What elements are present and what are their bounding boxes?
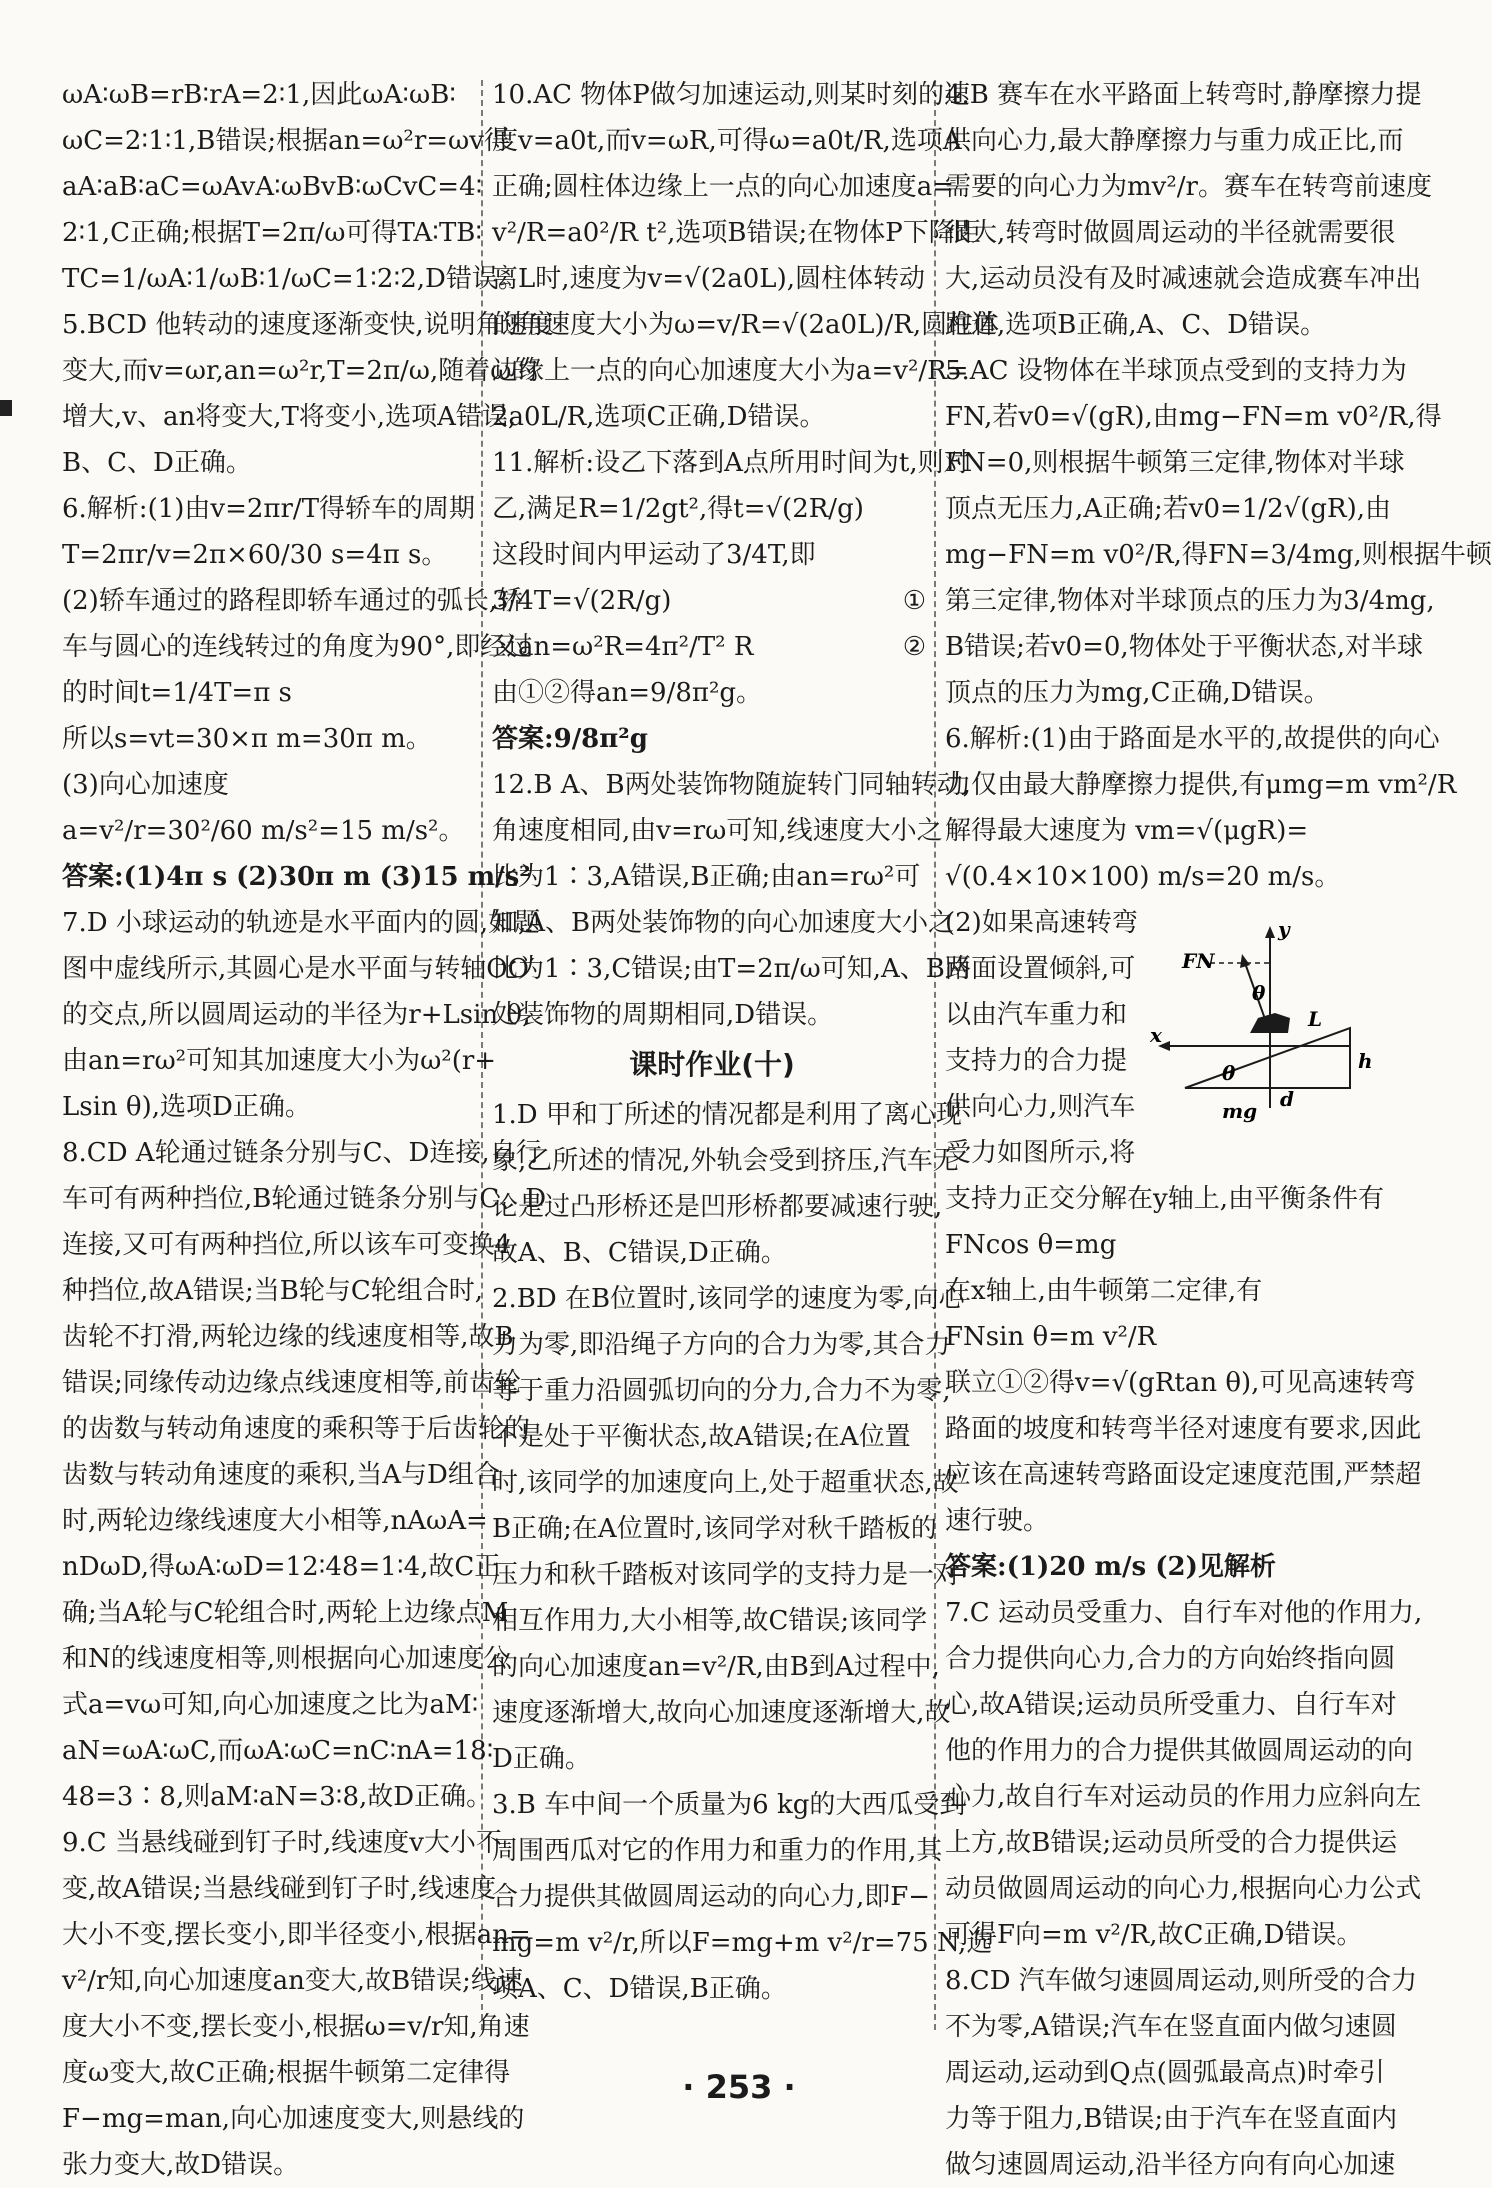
text-line: 路面设置倾斜,可 [945,954,1136,984]
label-fn: FN [1182,949,1215,973]
section-heading: 课时作业(十) [629,1048,795,1081]
incline-triangle [1185,1028,1350,1088]
text-line: 正确;圆柱体边缘上一点的向心加速度a= [492,172,955,202]
text-line: 度v=a0t,而v=ωR,可得ω=a0t/R,选项A [492,126,962,156]
text-line: 应该在高速转弯路面设定速度范围,严禁超 [945,1460,1422,1490]
label-L: L [1308,1007,1323,1031]
text-line: 相互作用力,大小相等,故C错误;该同学 [492,1606,928,1636]
text-line: 10.AC 物体P做匀加速运动,则某时刻的速 [492,80,971,110]
text-line: 度大小不变,摆长变小,根据ω=v/r知,角速 [62,2012,530,2042]
text-line: 在x轴上,由牛顿第二定律,有 [945,1276,1263,1306]
page-number: · 253 · [682,2068,796,2106]
text-line: 支持力正交分解在y轴上,由平衡条件有 [945,1184,1384,1214]
text-line: 的时间t=1/4T=π s [62,678,292,708]
text-line: 需要的向心力为mv²/r。赛车在转弯前速度 [945,172,1432,202]
text-line: 时,该同学的加速度向上,处于超重状态,故 [492,1468,959,1498]
text-line: 动员做圆周运动的向心力,根据向心力公式 [945,1874,1422,1904]
text-line: 速行驶。 [945,1506,1050,1536]
text-line: mg−FN=m v0²/R,得FN=3/4mg,则根据牛顿 [945,540,1492,570]
text-line: 大,运动员没有及时减速就会造成赛车冲出 [945,264,1422,294]
text-line: 周运动,运动到Q点(圆弧最高点)时牵引 [945,2058,1385,2088]
text-line: 12.B A、B两处装饰物随旋转门同轴转动, [492,770,971,800]
text-line: (2)如果高速转弯 [945,908,1138,938]
edge-mark [0,400,12,416]
text-line: FN=0,则根据牛顿第三定律,物体对半球 [945,448,1405,478]
text-line: 的齿数与转动角速度的乘积等于后齿轮的 [62,1414,531,1444]
text-line: 心,故A错误;运动员所受重力、自行车对 [945,1690,1397,1720]
text-line: 联立①②得v=√(gRtan θ),可见高速转弯 [945,1368,1416,1398]
text-line: FNcos θ=mg [945,1230,1117,1260]
text-line: 9.C 当悬线碰到钉子时,线速度v大小不 [62,1828,502,1858]
text-line: 乙,满足R=1/2gt²,得t=√(2R/g) [492,494,864,524]
text-line: 8.CD A轮通过链条分别与C、D连接,自行 [62,1138,542,1168]
text-line: 论是过凸形桥还是凹形桥都要减速行驶, [492,1192,943,1222]
column-left [62,72,554,2188]
text-line: 这段时间内甲运动了3/4T,即 [492,540,816,570]
text-line: √(0.4×10×100) m/s=20 m/s。 [945,862,1341,892]
text-line: 的角速度大小为ω=v/R=√(2a0L)/R,圆柱体 [492,310,1000,340]
text-line: 答案:(1)20 m/s (2)见解析 [945,1552,1276,1582]
text-line: 车可有两种挡位,B轮通过链条分别与C、D [62,1184,547,1214]
text-line: 张力变大,故D错误。 [62,2150,300,2180]
text-line: 增大,v、an将变大,T将变小,选项A错误, [62,402,517,432]
text-line: 2.BD 在B位置时,该同学的速度为零,向心 [492,1284,965,1314]
text-line: 支持力的合力提 [945,1046,1128,1076]
text-line: 2∶1,C正确;根据T=2π/ω可得TA∶TB∶ [62,218,483,248]
text-line: 力仅由最大静摩擦力提供,有μmg=m vm²/R [945,770,1457,800]
equation-marker: ① [902,586,926,616]
text-line: aA∶aB∶aC=ωAvA∶ωBvB∶ωCvC=4∶ [62,172,483,202]
text-line: 所以s=vt=30×π m=30π m。 [62,724,432,754]
text-line: ωC=2∶1∶1,B错误;根据an=ω²r=ωv得 [62,126,510,156]
text-line: 力等于阻力,B错误;由于汽车在竖直面内 [945,2104,1398,2134]
text-line: 连接,又可有两种挡位,所以该车可变换4 [62,1230,512,1260]
text-line: 上方,故B错误;运动员所受的合力提供运 [945,1828,1398,1858]
text-line: 3/4T=√(2R/g) ① [492,578,932,624]
text-line: (3)向心加速度 [62,770,229,800]
text-line: 故A、B、C错误,D正确。 [492,1238,787,1268]
text-line: 受力如图所示,将 [945,1138,1136,1168]
text-line: 变,故A错误;当悬线碰到钉子时,线速度 [62,1874,497,1904]
equation-marker: ② [902,632,926,662]
text-line: 度ω变大,故C正确;根据牛顿第二定律得 [62,2058,511,2088]
text-line: B正确;在A位置时,该同学对秋千踏板的 [492,1514,937,1544]
text-line: 6.解析:(1)由于路面是水平的,故提供的向心 [945,724,1440,754]
text-line: 顶点的压力为mg,C正确,D错误。 [945,678,1330,708]
car-shape [1250,1013,1290,1033]
normal-force-arrowhead [1240,954,1250,968]
incline-force-diagram [1150,918,1380,1128]
text-line: 合力提供其做圆周运动的向心力,即F− [492,1882,931,1912]
text-line: aN=ωA∶ωC,而ωA∶ωC=nC∶nA=18∶ [62,1736,494,1766]
text-line: 第三定律,物体对半球顶点的压力为3/4mg, [945,586,1435,616]
text-line: 供向心力,则汽车 [945,1092,1136,1122]
text-line: 合力提供向心力,合力的方向始终指向圆 [945,1644,1396,1674]
y-axis-arrow [1265,926,1275,938]
text-line: 的交点,所以圆周运动的半径为r+Lsin θ, [62,1000,531,1030]
text-line: 48=3∶8,则aM∶aN=3∶8,故D正确。 [62,1782,493,1812]
label-h: h [1358,1049,1373,1073]
text-line: 11.解析:设乙下落到A点所用时间为t,则对 [492,448,970,478]
text-line: 答案:(1)4π s (2)30π m (3)15 m/s² [62,862,531,892]
label-y: y [1278,917,1290,941]
label-x: x [1150,1023,1162,1047]
text-line: 很大,转弯时做圆周运动的半径就需要很 [945,218,1396,248]
text-line: FNsin θ=m v²/R [945,1322,1157,1352]
text-line: 比为1∶3,C错误;由T=2π/ω可知,A、B两 [492,954,971,984]
text-line: 又an=ω²R=4π²/T² R ② [492,624,932,670]
text-line: 的向心加速度an=v²/R,由B到A过程中, [492,1652,940,1682]
text-line: 边缘上一点的向心加速度大小为a=v²/R= [492,356,969,386]
text-line: 5.BCD 他转动的速度逐渐变快,说明角速度 [62,310,554,340]
text-line: ωA∶ωB=rB∶rA=2∶1,因此ωA∶ωB∶ [62,80,457,110]
text-line: 变大,而v=ωr,an=ω²r,T=2π/ω,随着ω的 [62,356,538,386]
text-line: 角速度相同,由v=rω可知,线速度大小之 [492,816,943,846]
text-line: F−mg=man,向心加速度变大,则悬线的 [62,2104,525,2134]
text-line: 供向心力,最大静摩擦力与重力成正比,而 [945,126,1404,156]
text-line: 知,A、B两处装饰物的向心加速度大小之 [492,908,955,938]
text-line: 心力,故自行车对运动员的作用力应斜向左 [945,1782,1422,1812]
text-line: TC=1/ωA∶1/ωB∶1/ωC=1∶2∶2,D错误。 [62,264,524,294]
label-theta-bottom: θ [1222,1061,1236,1085]
text-line: 和N的线速度相等,则根据向心加速度公 [62,1644,510,1674]
text-line: 离L时,速度为v=√(2a0L),圆柱体转动 [492,264,925,294]
text-line: 2a0L/R,选项C正确,D错误。 [492,402,826,432]
text-line: 跑道,选项B正确,A、C、D错误。 [945,310,1327,340]
text-line: v²/r知,向心加速度an变大,故B错误;线速 [62,1966,523,1996]
text-line: 3.B 车中间一个质量为6 kg的大西瓜受到 [492,1790,966,1820]
text-line: 解得最大速度为 vm=√(μgR)= [945,816,1309,846]
text-line: 齿轮不打滑,两轮边缘的线速度相等,故B [62,1322,514,1352]
text-line: T=2πr/v=2π×60/30 s=4π s。 [62,540,448,570]
text-line: 速度逐渐增大,故向心加速度逐渐增大,故 [492,1698,951,1728]
text-line: 顶点无压力,A正确;若v0=1/2√(gR),由 [945,494,1391,524]
text-line: 不是处于平衡状态,故A错误;在A位置 [492,1422,911,1452]
text-line: 时,两轮边缘线速度大小相等,nAωA= [62,1506,488,1536]
text-line: 等于重力沿圆弧切向的分力,合力不为零, [492,1376,951,1406]
text-line: mg=m v²/r,所以F=mg+m v²/r=75 N,选 [492,1928,993,1958]
text-line: D正确。 [492,1744,591,1774]
text-line: 齿数与转动角速度的乘积,当A与D组合 [62,1460,500,1490]
text-line: 以由汽车重力和 [945,1000,1128,1030]
text-line: 8.CD 汽车做匀速圆周运动,则所受的合力 [945,1966,1418,1996]
text-line: 压力和秋千踏板对该同学的支持力是一对 [492,1560,961,1590]
text-line: 车与圆心的连线转过的角度为90°,即经过 [62,632,533,662]
text-line: 做匀速圆周运动,沿半径方向有向心加速 [945,2150,1396,2180]
text-line: 7.C 运动员受重力、自行车对他的作用力, [945,1598,1423,1628]
text-line: 力为零,即沿绳子方向的合力为零,其合力 [492,1330,951,1360]
text-line: v²/R=a0²/R t²,选项B错误;在物体P下降距 [492,218,981,248]
text-line: 由an=rω²可知其加速度大小为ω²(r+ [62,1046,497,1076]
text-line: Lsin θ),选项D正确。 [62,1092,311,1122]
text-line: 确;当A轮与C轮组合时,两轮上边缘点M [62,1598,509,1628]
text-line: 路面的坡度和转弯半径对速度有要求,因此 [945,1414,1422,1444]
text-line: B、C、D正确。 [62,448,252,478]
label-mg: mg [1222,1099,1258,1123]
text-line: 4.B 赛车在水平路面上转弯时,静摩擦力提 [945,80,1422,110]
text-line: 1.D 甲和丁所述的情况都是利用了离心现 [492,1100,962,1130]
text-line: 种挡位,故A错误;当B轮与C轮组合时, [62,1276,484,1306]
label-d: d [1280,1087,1294,1111]
text-line: 5.AC 设物体在半球顶点受到的支持力为 [945,356,1407,386]
text-line: (2)轿车通过的路程即轿车通过的弧长,轿 [62,586,524,616]
text-line: 比为1∶3,A错误,B正确;由an=rω²可 [492,862,921,892]
text-line: 图中虚线所示,其圆心是水平面与转轴OO′ [62,954,535,984]
text-line: 错误;同缘传动边缘点线速度相等,前齿轮 [62,1368,522,1398]
text-line: 7.D 小球运动的轨迹是水平面内的圆,如题 [62,908,541,938]
text-line: FN,若v0=√(gR),由mg−FN=m v0²/R,得 [945,402,1442,432]
text-line: 6.解析:(1)由v=2πr/T得轿车的周期 [62,494,476,524]
text-line: 不为零,A错误;汽车在竖直面内做匀速圆 [945,2012,1397,2042]
text-line: nDωD,得ωA∶ωD=12∶48=1∶4,故C正 [62,1552,501,1582]
text-line: 可得F向=m v²/R,故C正确,D错误。 [945,1920,1363,1950]
text-line: 周围西瓜对它的作用力和重力的作用,其 [492,1836,943,1866]
text-line: 他的作用力的合力提供其做圆周运动的向 [945,1736,1414,1766]
text-line: 大小不变,摆长变小,即半径变小,根据an= [62,1920,531,1950]
text-line: 答案:9/8π²g [492,724,648,754]
column-middle [492,72,1000,2012]
text-line: 项A、C、D错误,B正确。 [492,1974,787,2004]
label-theta-top: θ [1252,981,1266,1005]
text-line: B错误;若v0=0,物体处于平衡状态,对半球 [945,632,1423,662]
column-right [945,72,1492,2188]
text-line: 由①②得an=9/8π²g。 [492,678,763,708]
text-line: 处装饰物的周期相同,D错误。 [492,1000,834,1030]
text-line: a=v²/r=30²/60 m/s²=15 m/s²。 [62,816,465,846]
text-line: 象,乙所述的情况,外轨会受到挤压,汽车无 [492,1146,959,1176]
text-line: 式a=vω可知,向心加速度之比为aM∶ [62,1690,479,1720]
